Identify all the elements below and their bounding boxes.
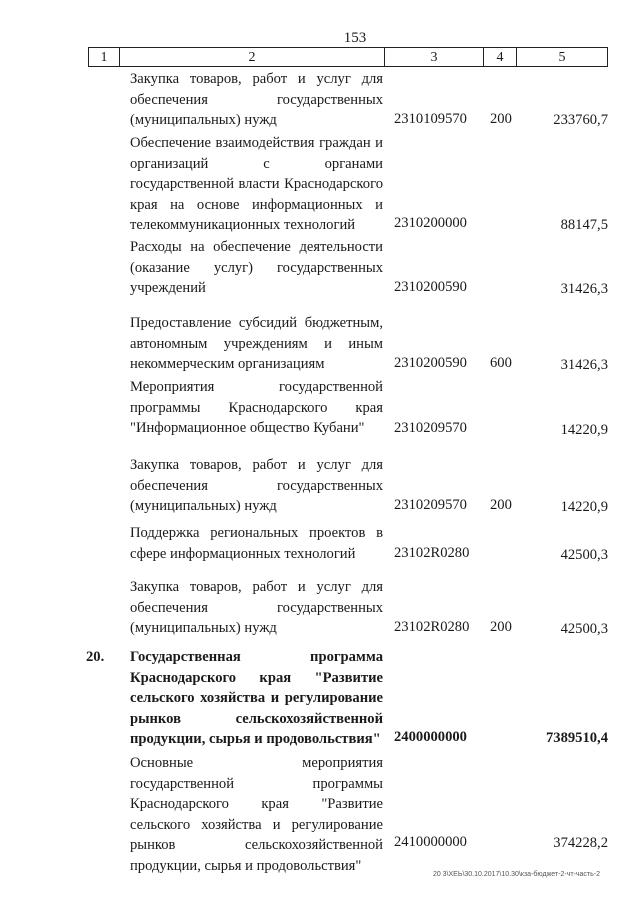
row-amount: 31426,3: [560, 281, 608, 297]
row-code: 2400000000: [394, 729, 467, 745]
column-header-row: [88, 47, 608, 67]
page-number: 153: [343, 30, 367, 46]
row-amount: 42500,3: [560, 621, 608, 637]
column-header-5: 5: [517, 48, 608, 67]
row-vr: 200: [490, 497, 512, 513]
row-name: Обеспечение взаимодействия граждан и организаций с органами государственной власти Краснодарского края на основе информационных и телекоммуникационных технологий: [130, 135, 383, 233]
row-name: Основные мероприятия государственной программы Краснодарского края "Развитие сельского хозяйства и регулирование рынков сельскохозяйственной продукции, сырья и продовольствия": [130, 755, 383, 874]
column-header-2: 2: [120, 48, 385, 67]
row-amount: 14220,9: [560, 422, 608, 438]
row-amount: 88147,5: [560, 217, 608, 233]
row-name: Закупка товаров, работ и услуг для обеспечения государственных (муниципальных) нужд: [130, 71, 383, 128]
row-name: Закупка товаров, работ и услуг для обеспечения государственных (муниципальных) нужд: [130, 579, 383, 636]
row-name: Закупка товаров, работ и услуг для обеспечения государственных (муниципальных) нужд: [130, 457, 383, 514]
row-name: Государственная программа Краснодарского края "Развитие сельского хозяйства и регулирование рынков сельскохозяйственной продукции, сырья и продовольствия": [130, 649, 383, 747]
row-code: 2310109570: [394, 111, 467, 127]
row-name: Поддержка региональных проектов в сфере информационных технологий: [130, 525, 383, 562]
row-amount: 233760,7: [553, 112, 608, 128]
row-code: 2310209570: [394, 497, 467, 513]
row-code: 23102R0280: [394, 619, 470, 635]
row-code: 2410000000: [394, 834, 467, 850]
row-code: 2310200590: [394, 279, 467, 295]
row-code: 2310200590: [394, 355, 467, 371]
row-amount: 42500,3: [560, 547, 608, 563]
row-number: 20.: [86, 649, 105, 665]
row-vr: 200: [490, 619, 512, 635]
row-code: 2310209570: [394, 420, 467, 436]
row-name: Предоставление субсидий бюджетным, автономным учреждениям и иным некоммерческим организациям: [130, 315, 383, 372]
footer-file-path: 20 3\ХЕЬ\30.10.2017\10.30\кза-бюджет-2-чт-часть-2: [432, 871, 600, 878]
row-amount: 31426,3: [560, 357, 608, 373]
row-code: 2310200000: [394, 215, 467, 231]
column-header-3: 3: [385, 48, 484, 67]
column-header-4: 4: [484, 48, 517, 67]
row-name: Расходы на обеспечение деятельности (оказание услуг) государственных учреждений: [130, 239, 383, 296]
row-code: 23102R0280: [394, 545, 470, 561]
column-header-1: 1: [89, 48, 120, 67]
row-amount: 14220,9: [560, 499, 608, 515]
row-amount: 7389510,4: [545, 730, 608, 746]
row-name: Мероприятия государственной программы Краснодарского края "Информационное общество Кубани": [130, 379, 383, 436]
row-amount: 374228,2: [553, 835, 608, 851]
row-vr: 200: [490, 111, 512, 127]
row-vr: 600: [490, 355, 512, 371]
